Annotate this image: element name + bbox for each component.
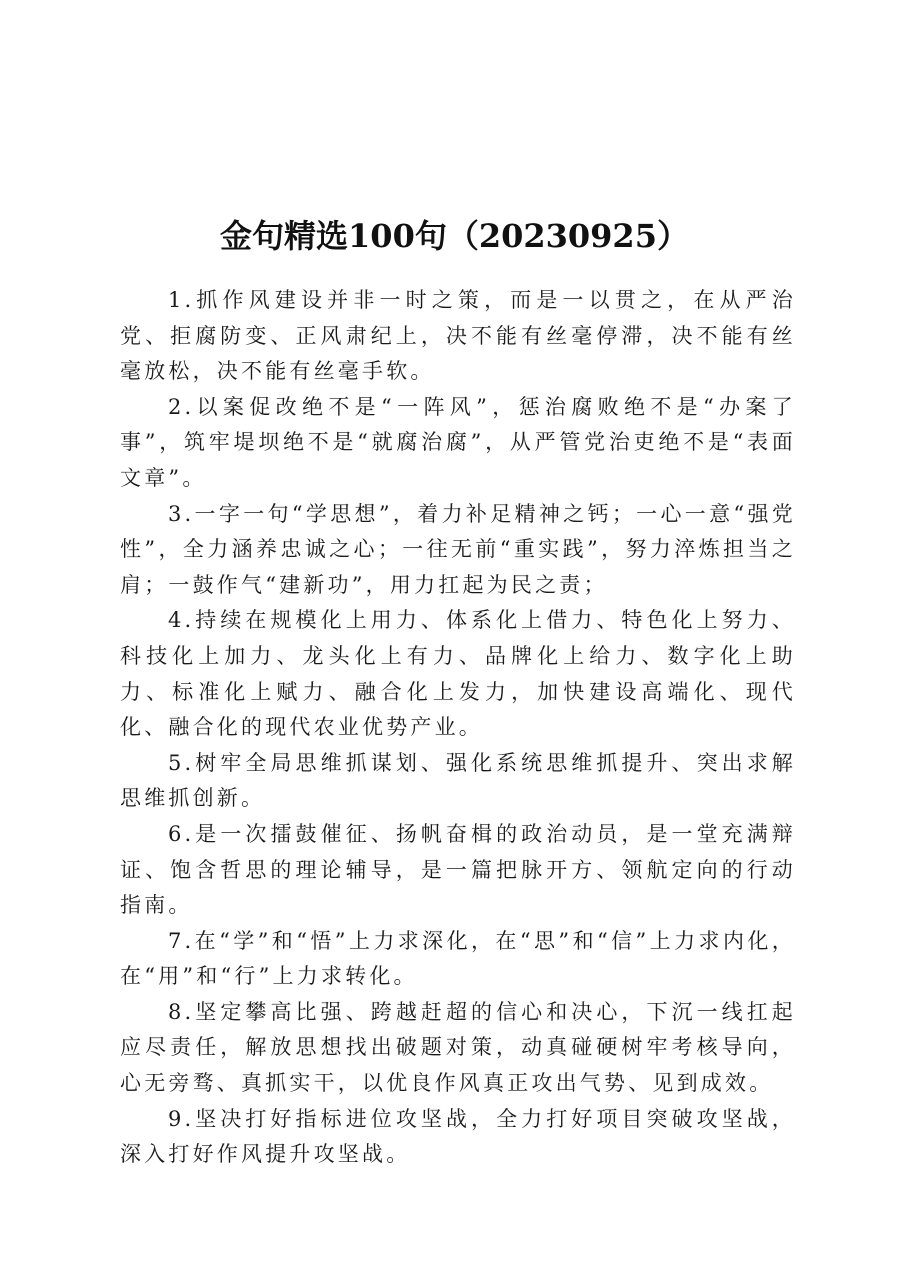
paragraph-1: 1.抓作风建设并非一时之策，而是一以贯之，在从严治党、拒腐防变、正风肃纪上，决不能有丝毫停滞，决不能有丝毫放松，决不能有丝毫手软。 bbox=[120, 288, 796, 384]
paragraph-5: 5.树牢全局思维抓谋划、强化系统思维抓提升、突出求解思维抓创新。 bbox=[120, 750, 796, 811]
paragraph-3: 3.一字一句“学思想”，着力补足精神之钙；一心一意“强党性”，全力涵养忠诚之心；一往无前“重实践”，努力淬炼担当之肩；一鼓作气“建新功”，用力扛起为民之责； bbox=[120, 501, 796, 597]
paragraph-7: 7.在“学”和“悟”上力求深化，在“思”和“信”上力求内化，在“用”和“行”上力求转化。 bbox=[120, 928, 796, 989]
paragraph-2: 2.以案促改绝不是“一阵风”，惩治腐败绝不是“办案了事”，筑牢堤坝绝不是“就腐治腐”，从严管党治吏绝不是“表面文章”。 bbox=[120, 394, 796, 490]
document-body bbox=[120, 283, 796, 1173]
paragraph-4: 4.持续在规模化上用力、体系化上借力、特色化上努力、科技化上加力、龙头化上有力、品牌化上给力、数字化上助力、标准化上赋力、融合化上发力，加快建设高端化、现代化、融合化的现代农业优势产业。 bbox=[120, 608, 796, 740]
paragraph-9: 9.坚决打好指标进位攻坚战，全力打好项目突破攻坚战，深入打好作风提升攻坚战。 bbox=[120, 1106, 796, 1167]
document-title: 金句精选100句（20230925） bbox=[220, 217, 689, 256]
paragraph-6: 6.是一次擂鼓催征、扬帆奋楫的政治动员，是一堂充满辩证、饱含哲思的理论辅导，是一篇把脉开方、领航定向的行动指南。 bbox=[120, 821, 796, 918]
paragraph-8: 8.坚定攀高比强、跨越赶超的信心和决心，下沉一线扛起应尽责任，解放思想找出破题对策，动真碰硬树牢考核导向，心无旁骛、真抓实干，以优良作风真正攻出气势、见到成效。 bbox=[120, 999, 796, 1096]
